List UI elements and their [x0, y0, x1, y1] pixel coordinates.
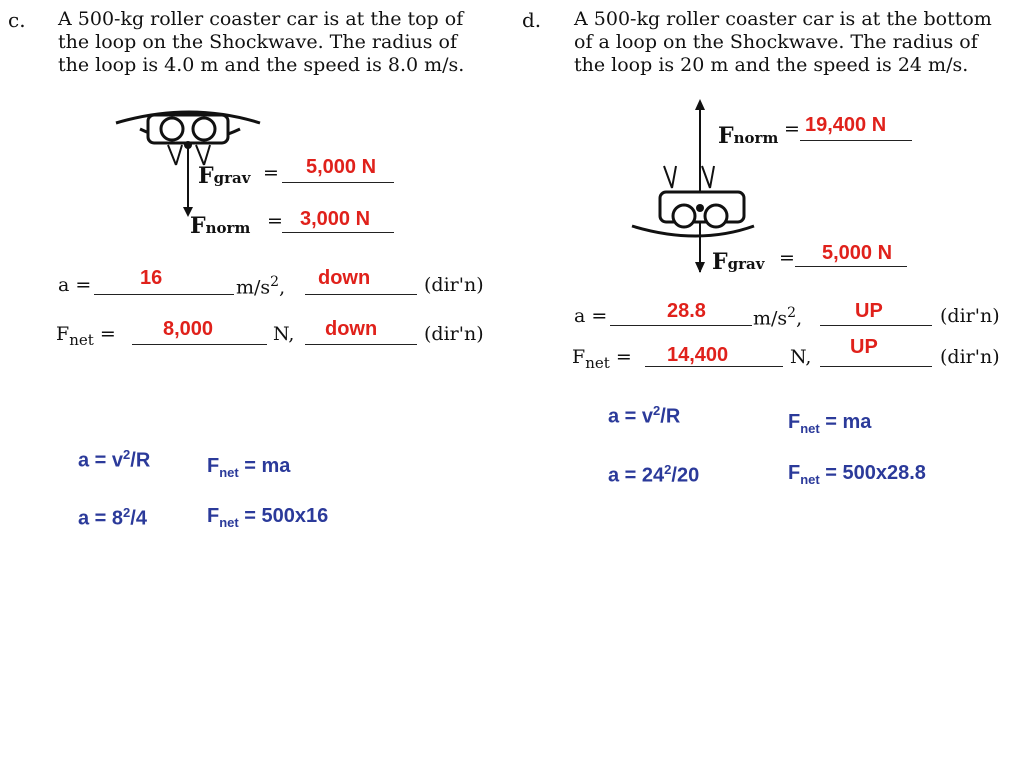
problem-c-work-a-formula: $a = v^2/R$ [78, 447, 151, 472]
problem-d-work-fnet-formula: $F_{net}$ = ma [788, 411, 872, 436]
problem-c-fnet-dir-answer: down [325, 318, 378, 340]
problem-c-fgrav-answer: 5,000 N [306, 156, 377, 178]
problem-c-fnorm-answer: 3,000 N [300, 208, 371, 230]
problem-d-fnet-answer: 14,400 [667, 344, 729, 366]
problem-c-work-fnet-formula: $F_{net}$ = ma [207, 455, 291, 480]
problem-d-a-label: a = [574, 305, 608, 327]
problem-c-fnorm-equals: = [267, 210, 283, 232]
problem-d-fgrav-label: Fgrav [712, 249, 765, 275]
problem-c-a-dir-blank [305, 294, 417, 295]
problem-c-fnet-dirn: (dir'n) [424, 323, 484, 345]
problem-d-text-line2: of a loop on the Shockwave. The radius of [574, 31, 978, 53]
problem-d-a-answer: 28.8 [667, 300, 706, 322]
problem-d-letter: d. [522, 8, 542, 32]
problem-c-a-unit: $m/s^2$, [236, 274, 286, 299]
problem-d-fgrav-equals: = [779, 247, 795, 269]
problem-c-fnorm-label: Fnorm [190, 213, 251, 239]
problem-d-fnorm-blank [800, 140, 912, 141]
problem-c-fgrav-label: Fgrav [198, 163, 251, 189]
problem-c-work-a-substitution: $a = 8^2/4$ [78, 505, 147, 530]
problem-d-fnet-dir-blank [820, 366, 932, 367]
problem-d-fnorm-answer: 19,400 N [805, 114, 887, 136]
problem-c-fnet-unit: N, [273, 323, 295, 345]
problem-d-work-a-substitution: $a = 24^2/20$ [608, 462, 700, 487]
problem-c-work-fnet-substitution: $F_{net} = 500x16$ [207, 505, 329, 530]
problem-c-fgrav-blank [282, 182, 394, 183]
problem-c-fnet-blank [132, 344, 267, 345]
problem-d-fgrav-answer: 5,000 N [822, 242, 893, 264]
problem-c-text-line1: A 500-kg roller coaster car is at the top of [58, 8, 464, 30]
problem-d-a-unit: $m/s^2$, [753, 305, 803, 330]
problem-c-a-dir-answer: down [318, 267, 371, 289]
problem-d-a-dir-blank [820, 325, 932, 326]
problem-c-a-label: a = [58, 274, 92, 296]
problem-c-a-answer: 16 [140, 267, 163, 289]
problem-c-text-line3: the loop is 4.0 m and the speed is 8.0 m/s. [58, 54, 465, 76]
problem-d-a-dir-answer: UP [855, 300, 883, 322]
problem-d-fnet-unit: N, [790, 346, 812, 368]
problem-d-fnet-dirn: (dir'n) [940, 346, 1000, 368]
problem-c-fnet-dir-blank [305, 344, 417, 345]
problem-c-fnet-answer: 8,000 [163, 318, 214, 340]
problem-d-work-fnet-substitution: $F_{net} = 500x28.8$ [788, 462, 926, 487]
problem-d-text-line1: A 500-kg roller coaster car is at the bottom [574, 8, 992, 30]
problem-c-fnorm-blank [282, 232, 394, 233]
problem-d-text-line3: the loop is 20 m and the speed is 24 m/s. [574, 54, 969, 76]
problem-c-a-dirn: (dir'n) [424, 274, 484, 296]
problem-d-text [574, 8, 992, 77]
problem-d-fnorm-equals: = [784, 118, 800, 140]
problem-c-text-line2: the loop on the Shockwave. The radius of [58, 31, 458, 53]
problem-d-work-a-formula: $a = v^2/R$ [608, 403, 681, 428]
problem-d-fgrav-blank [795, 266, 907, 267]
problem-d-a-dirn: (dir'n) [940, 305, 1000, 327]
problem-d-fnet-dir-answer: UP [850, 336, 878, 358]
problem-d-fnorm-label: Fnorm [718, 123, 779, 149]
problem-d-fnet-label: $F_{net}$ = [572, 346, 632, 372]
problem-d-a-blank [610, 325, 752, 326]
problem-c-letter: c. [8, 8, 26, 32]
problem-c-fgrav-equals: = [263, 162, 279, 184]
problem-c-fnet-label: $F_{net}$ = [56, 323, 116, 349]
problem-c-a-blank [94, 294, 234, 295]
problem-c-text [58, 8, 464, 77]
